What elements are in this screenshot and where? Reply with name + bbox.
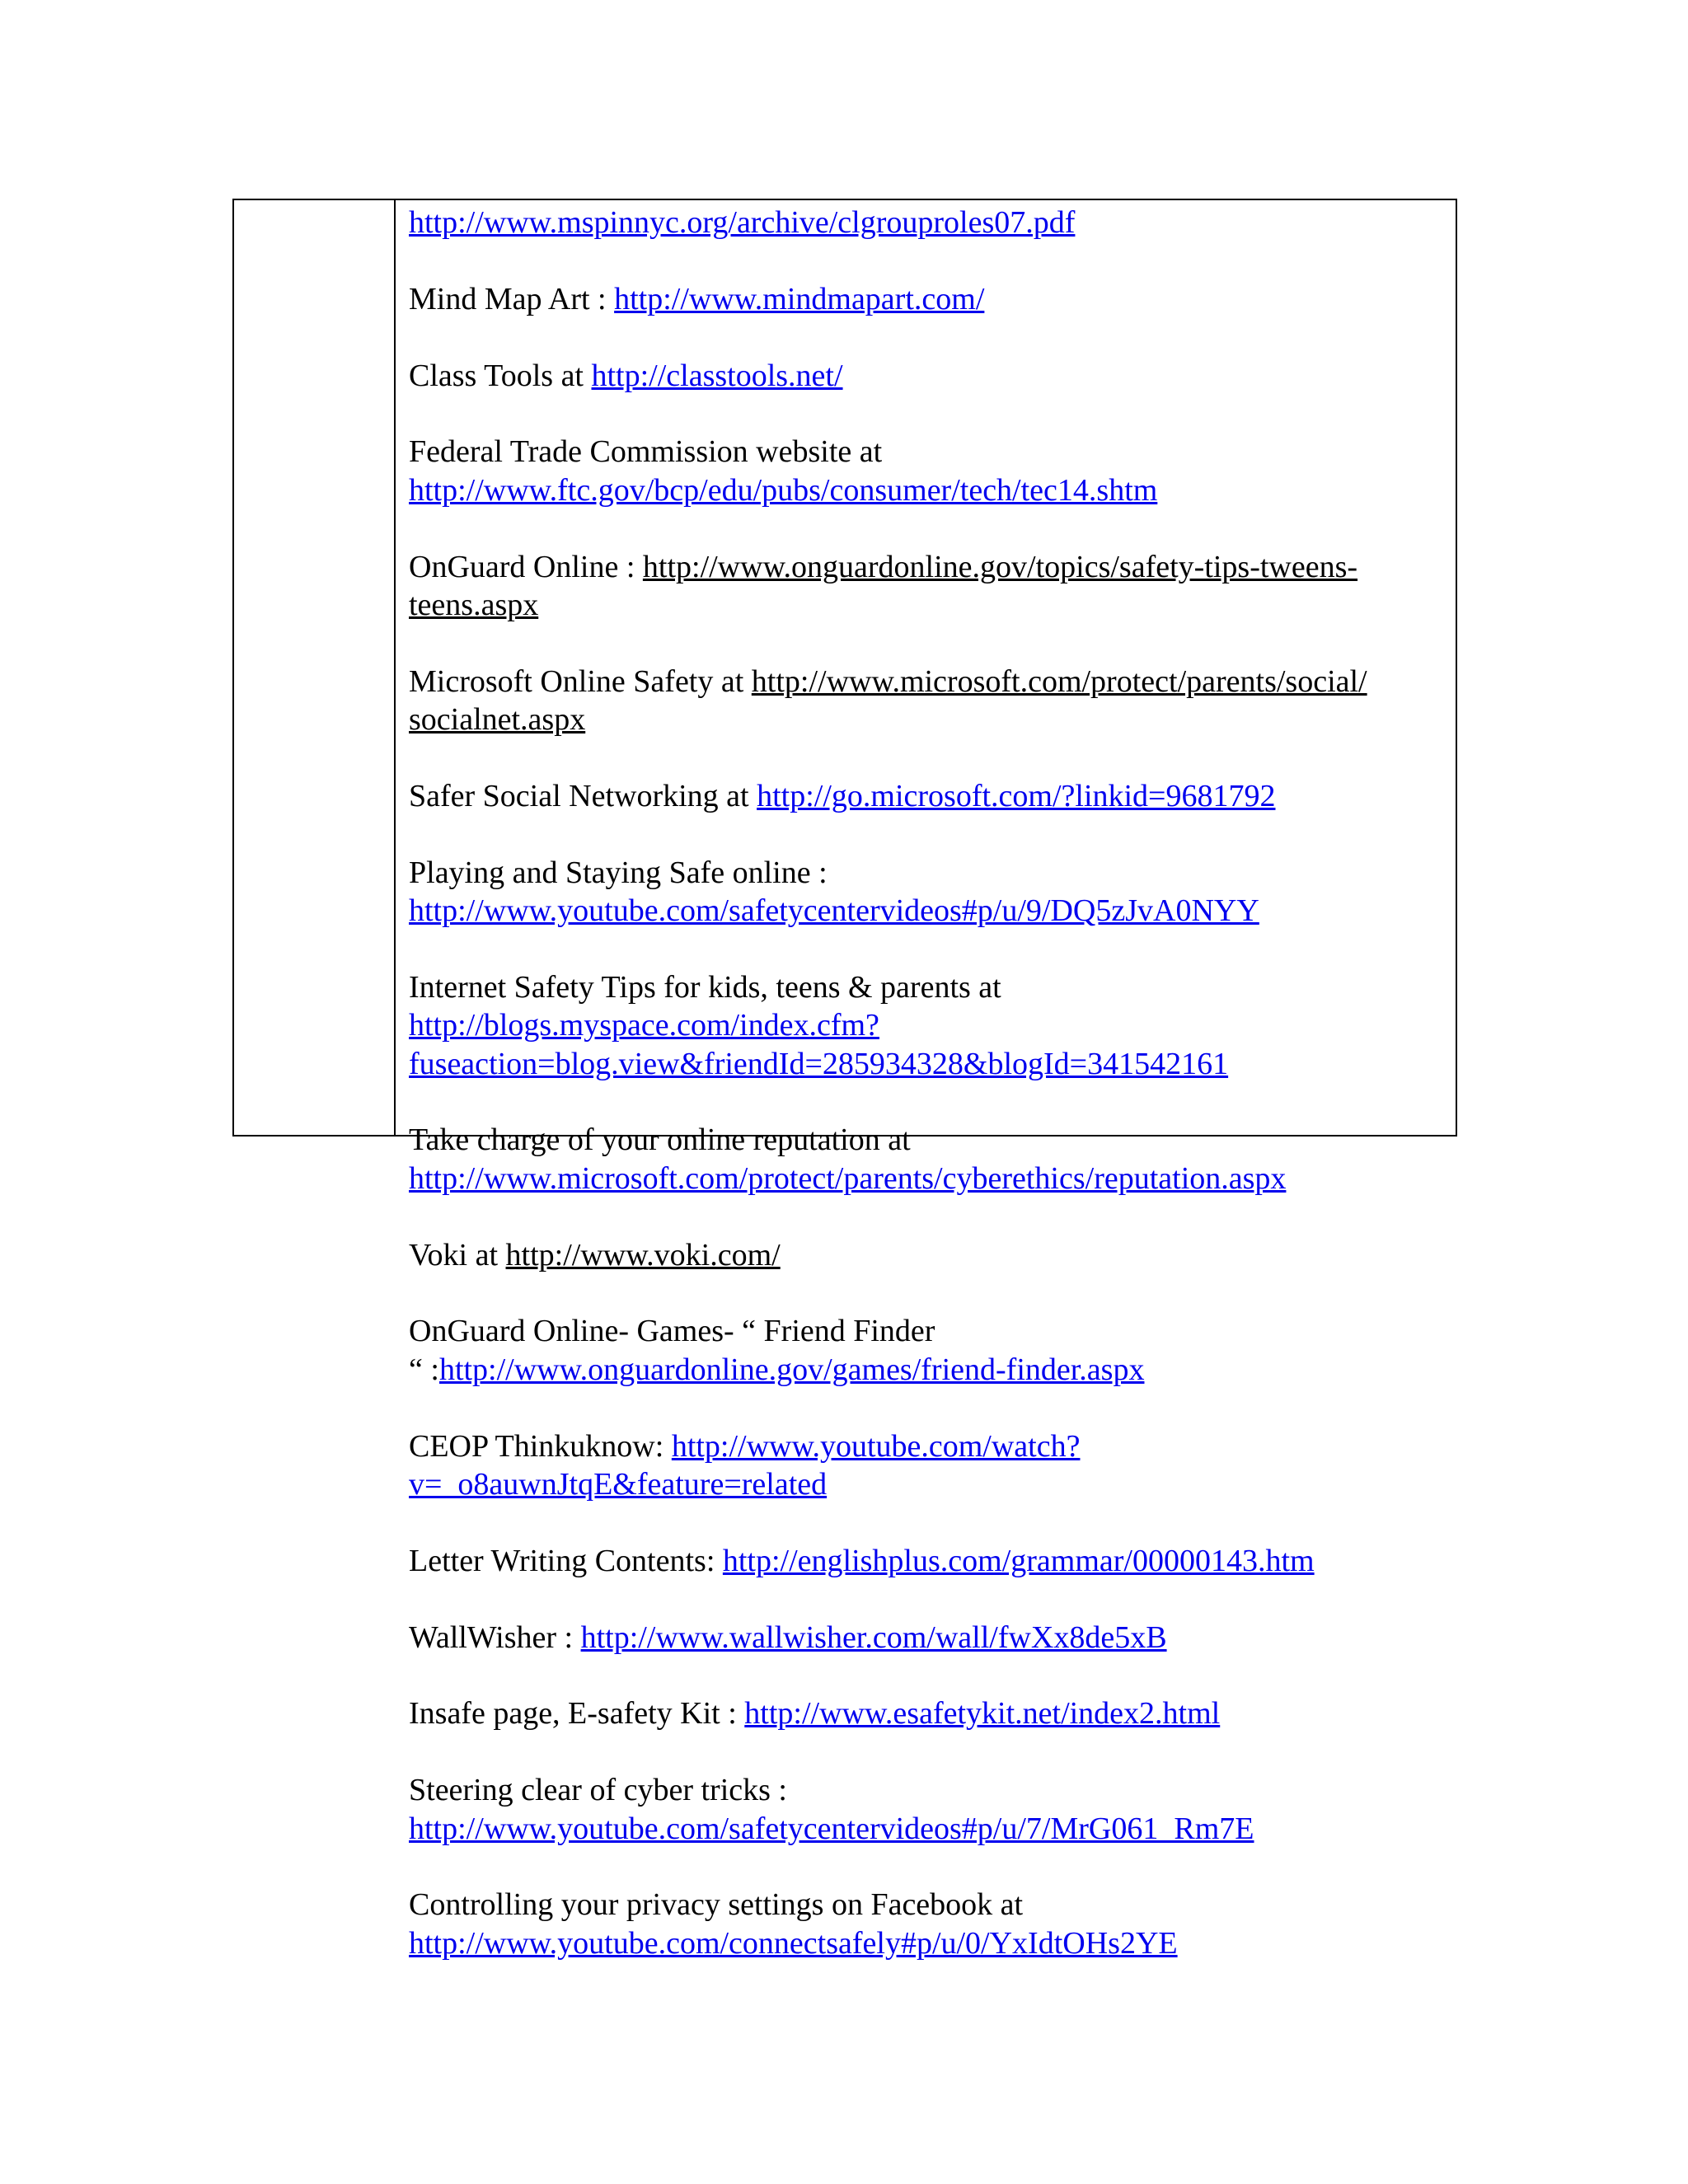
link-facebook-privacy[interactable]: http://www.youtube.com/connectsafely#p/u/0/YxIdtOHs2YE <box>409 1925 1178 1961</box>
table-left-column <box>234 200 396 1135</box>
link-myspace-safety-tips-continued[interactable]: fuseaction=blog.view&friendId=285934328&blogId=341542161 <box>409 1046 1229 1081</box>
link-onguard-safety-tips-continued[interactable]: teens.aspx <box>409 587 539 622</box>
link-letter-writing[interactable]: http://englishplus.com/grammar/00000143.htm <box>722 1543 1315 1578</box>
resource-entry <box>409 1542 1449 1580</box>
link-microsoft-online-safety[interactable]: http://www.microsoft.com/protect/parents/social/ <box>751 663 1367 699</box>
entry-label: Letter Writing Contents: <box>409 1543 723 1578</box>
entry-label: Voki at <box>409 1237 506 1272</box>
resource-entry <box>409 1694 1449 1732</box>
link-cyber-tricks[interactable]: http://www.youtube.com/safetycentervideos#p/u/7/MrG061_Rm7E <box>409 1811 1254 1846</box>
entry-label: Internet Safety Tips for kids, teens & parents at <box>409 969 1001 1005</box>
resource-table <box>232 199 1457 1961</box>
link-myspace-safety-tips[interactable]: http://blogs.myspace.com/index.cfm? <box>409 1008 879 1043</box>
link-esafety-kit[interactable]: http://www.esafetykit.net/index2.html <box>744 1696 1221 1732</box>
resource-entry <box>409 777 1449 815</box>
entry-label: OnGuard Online- Games- “ Friend Finder <box>409 1314 935 1349</box>
link-mspinnyc-group-roles[interactable]: http://www.mspinnyc.org/archive/clgrouproles07.pdf <box>409 205 1076 240</box>
link-safer-social-networking[interactable]: http://go.microsoft.com/?linkid=9681792 <box>757 778 1276 813</box>
link-ceop-thinkuknow[interactable]: http://www.youtube.com/watch? <box>671 1428 1081 1464</box>
resource-entry <box>409 1886 1449 1962</box>
link-voki[interactable]: http://www.voki.com/ <box>505 1237 781 1272</box>
link-onguard-safety-tips[interactable]: http://www.onguardonline.gov/topics/safety-tips-tweens- <box>642 549 1358 584</box>
resource-entry <box>409 433 1449 509</box>
link-microsoft-online-safety-continued[interactable]: socialnet.aspx <box>409 702 586 738</box>
entry-label: OnGuard Online : <box>409 549 643 584</box>
resource-entry <box>409 968 1449 1083</box>
entry-prefix: “ : <box>409 1352 439 1387</box>
resource-entry <box>409 1121 1449 1197</box>
entry-label: Class Tools at <box>409 358 592 393</box>
resource-entry <box>409 280 1449 318</box>
entry-label: Safer Social Networking at <box>409 778 757 813</box>
entry-label: Playing and Staying Safe online : <box>409 855 828 890</box>
resource-entry <box>409 1312 1449 1389</box>
entry-label: CEOP Thinkuknow: <box>409 1428 672 1464</box>
resource-entry <box>409 357 1449 395</box>
entry-label: Microsoft Online Safety at <box>409 663 752 699</box>
link-class-tools[interactable]: http://classtools.net/ <box>591 358 843 393</box>
link-ceop-thinkuknow-continued[interactable]: v=_o8auwnJtqE&feature=related <box>409 1466 828 1502</box>
entry-label: Take charge of your online reputation at <box>409 1122 911 1158</box>
entry-label: Mind Map Art : <box>409 281 615 316</box>
resource-entry <box>409 204 1449 241</box>
entry-label: Federal Trade Commission website at <box>409 434 883 470</box>
link-playing-staying-safe[interactable]: http://www.youtube.com/safetycentervideos#p/u/9/DQ5zJvA0NYY <box>409 893 1259 929</box>
resource-entry <box>409 1236 1449 1274</box>
link-wallwisher[interactable]: http://www.wallwisher.com/wall/fwXx8de5xB <box>580 1619 1167 1655</box>
resource-entry <box>409 548 1449 625</box>
resource-entry <box>409 663 1449 739</box>
link-ftc[interactable]: http://www.ftc.gov/bcp/edu/pubs/consumer/tech/tec14.shtm <box>409 472 1158 508</box>
resource-entry <box>409 1771 1449 1848</box>
resource-entry <box>409 1427 1449 1504</box>
link-mind-map-art[interactable]: http://www.mindmapart.com/ <box>614 281 985 316</box>
link-friend-finder[interactable]: http://www.onguardonline.gov/games/friend-finder.aspx <box>438 1352 1145 1387</box>
entry-label: Controlling your privacy settings on Facebook at <box>409 1887 1024 1923</box>
resource-entry <box>409 854 1449 930</box>
resource-entry <box>409 1619 1449 1657</box>
entry-label: WallWisher : <box>409 1619 581 1655</box>
entry-label: Steering clear of cyber tricks : <box>409 1773 787 1808</box>
link-online-reputation[interactable]: http://www.microsoft.com/protect/parents/cyberethics/reputation.aspx <box>409 1160 1287 1196</box>
table-content-cell <box>409 204 1449 1962</box>
entry-label: Insafe page, E-safety Kit : <box>409 1696 745 1732</box>
